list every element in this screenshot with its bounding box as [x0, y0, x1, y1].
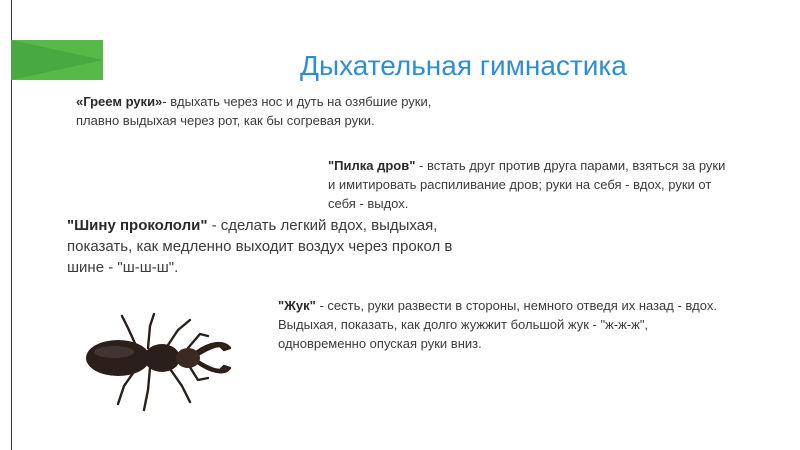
flag-accent-icon: [11, 40, 103, 80]
exercise-name: "Жук": [278, 298, 316, 313]
exercise-text: - встать друг против друга парами, взяться за руки и имитировать распиливание дров; руки на себя - вдох, руки от себя - выдох.: [328, 158, 726, 211]
page-title: Дыхательная гимнастика: [300, 50, 627, 81]
stag-beetle-icon: [78, 298, 243, 423]
exercise-name: "Шину прокололи": [67, 217, 208, 234]
exercise-name: «Греем руки»: [76, 94, 163, 109]
exercise-beetle: [278, 296, 718, 353]
exercise-name: "Пилка дров": [328, 158, 416, 173]
exercise-text: - сесть, руки развести в стороны, немного отведя их назад - вдох. Выдыхая, показать, как долго жужжит большой жук - "ж-ж-ж", одновременно опуская руки вниз.: [278, 298, 717, 351]
exercise-text: - сделать легкий вдох, выдыхая, показать, как медленно выходит воздух через прокол в шине - "ш-ш-ш".: [67, 217, 453, 276]
exercise-warm-hands: [76, 92, 466, 130]
exercise-text: - вдыхать через нос и дуть на озябшие руки, плавно выдыхая через рот, как бы согревая руки.: [76, 94, 432, 128]
exercise-punctured-tire: [67, 215, 467, 278]
exercise-saw-wood: [328, 156, 728, 213]
